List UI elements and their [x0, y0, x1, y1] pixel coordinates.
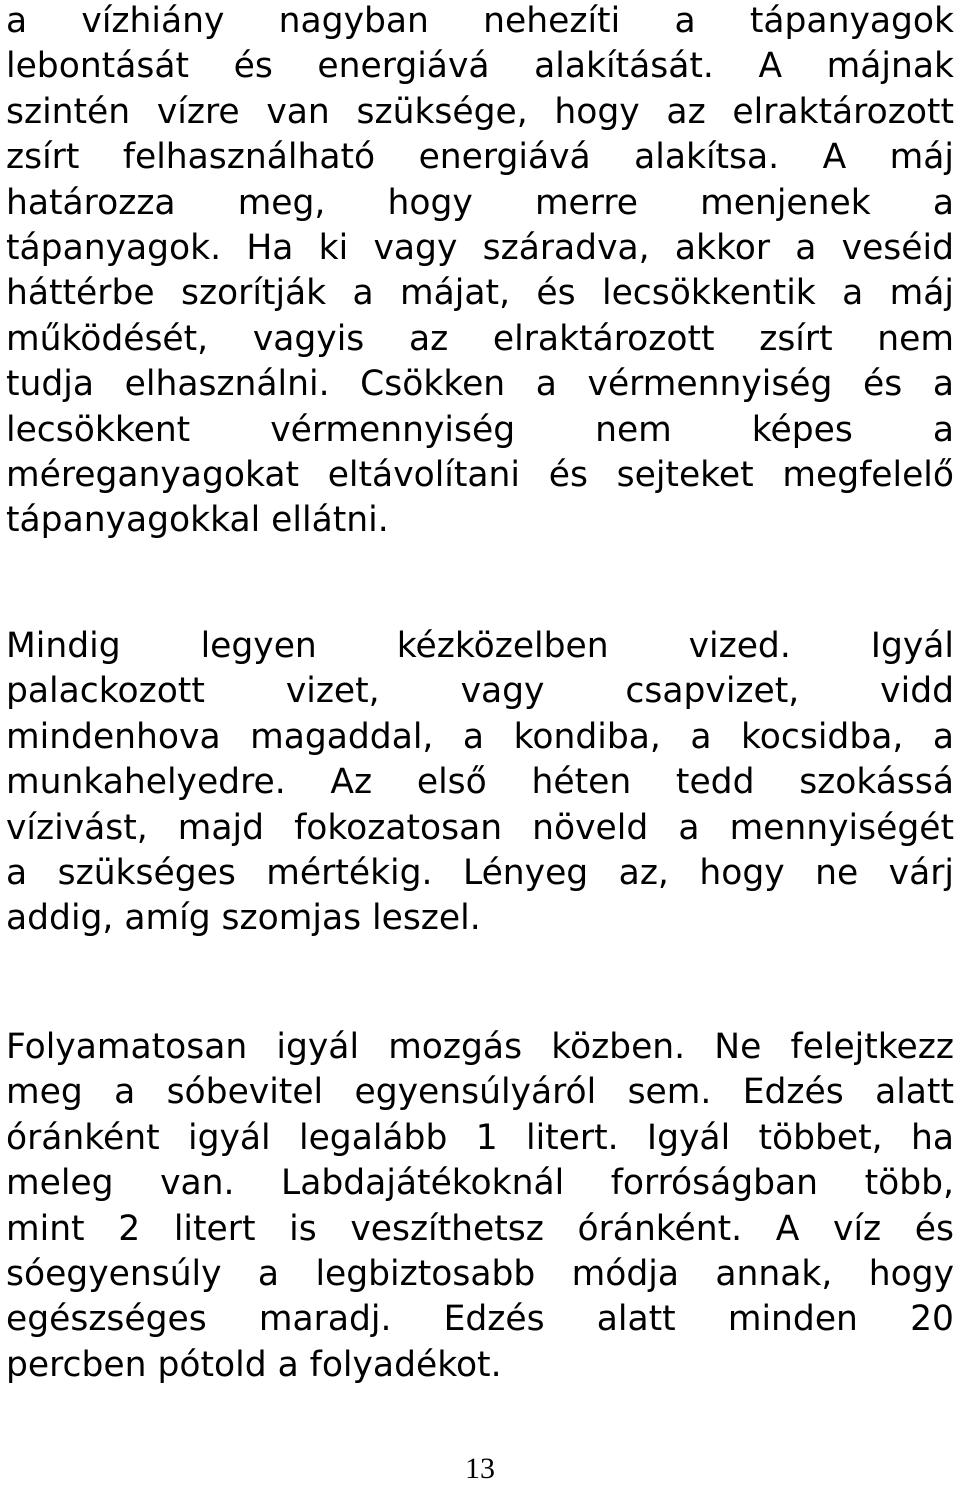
paragraph-dehydration-effects — [6, 0, 954, 544]
text-line: meleg van. Labdajátékoknál forróságban több, — [6, 1163, 954, 1204]
text-line: mindenhova magaddal, a kondiba, a kocsidba, a — [6, 716, 954, 757]
paragraph-drink-during-exercise — [6, 1025, 954, 1388]
text-line: egészséges maradj. Edzés alatt minden 20 — [6, 1299, 954, 1340]
text-line: háttérbe szorítják a májat, és lecsökkentik a máj — [6, 273, 954, 314]
text-line: a vízhiány nagyban nehezíti a tápanyagok — [6, 1, 954, 41]
page-number: 13 — [465, 1452, 495, 1485]
text-line: meg a sóbevitel egyensúlyáról sem. Edzés alatt — [6, 1072, 954, 1113]
text-line: munkahelyedre. Az első héten tedd szokássá — [6, 762, 954, 803]
text-line: a szükséges mértékig. Lényeg az, hogy ne várj — [6, 852, 954, 893]
text-line: határozza meg, hogy merre menjenek a — [6, 182, 954, 223]
text-line: Folyamatosan igyál mozgás közben. Ne felejtkezz — [6, 1027, 954, 1067]
text-line: mint 2 litert is veszíthetsz óránként. A víz és — [6, 1208, 954, 1249]
text-line: palackozott vizet, vagy csapvizet, vidd — [6, 671, 954, 712]
text-line: percben pótold a folyadékot. — [6, 1344, 502, 1385]
text-line: sóegyensúly a legbiztosabb módja annak, hogy — [6, 1253, 954, 1294]
text-line: addig, amíg szomjas leszel. — [6, 898, 481, 939]
document-page — [6, 0, 954, 1491]
text-line: zsírt felhasználható energiává alakítsa. A máj — [6, 137, 954, 178]
text-line: tápanyagok. Ha ki vagy száradva, akkor a veséid — [6, 227, 954, 268]
text-line: óránként igyál legalább 1 litert. Igyál többet, ha — [6, 1117, 954, 1158]
text-line: lecsökkent vérmennyiség nem képes a — [6, 409, 954, 450]
text-line: működését, vagyis az elraktározott zsírt nem — [6, 318, 954, 359]
text-line: tudja elhasználni. Csökken a vérmennyiség és a — [6, 364, 954, 405]
text-line: tápanyagokkal ellátni. — [6, 500, 389, 541]
text-line: méreganyagokat eltávolítani és sejteket megfelelő — [6, 454, 954, 495]
paragraph-keep-water-close — [6, 624, 954, 942]
text-line: Mindig legyen kézközelben vized. Igyál — [6, 626, 954, 666]
text-line: vízivást, majd fokozatosan növeld a mennyiségét — [6, 807, 954, 848]
text-line: szintén vízre van szüksége, hogy az elraktározott — [6, 91, 954, 132]
text-line: lebontását és energiává alakítását. A májnak — [6, 46, 954, 87]
